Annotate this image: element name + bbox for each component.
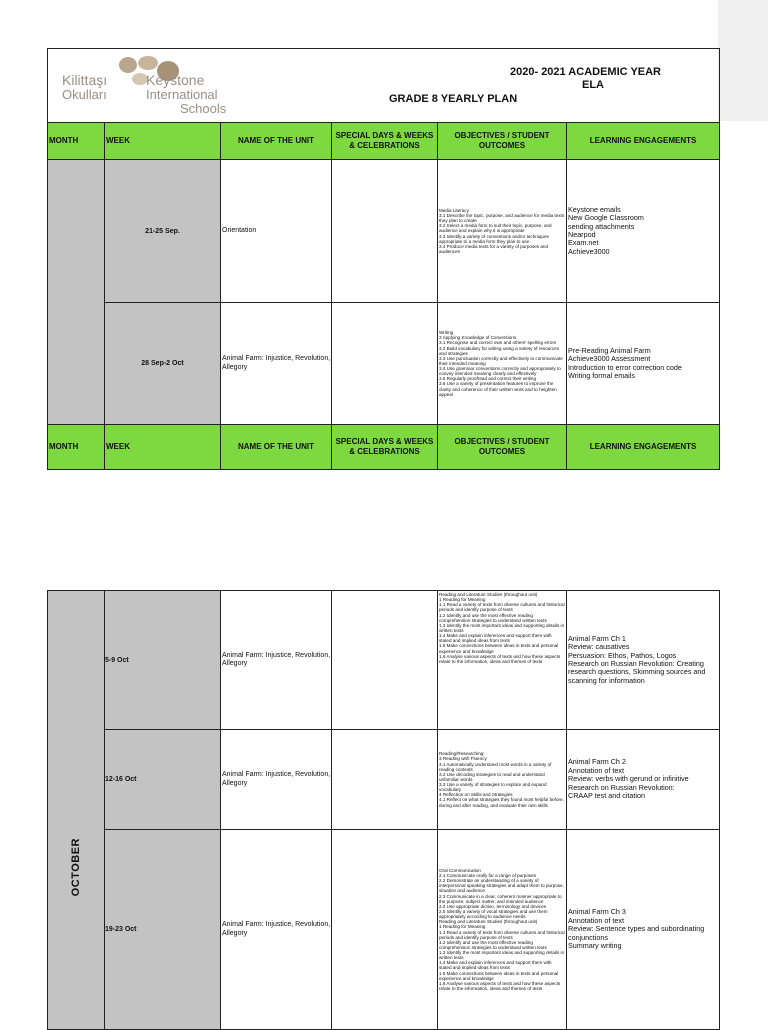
- unit-cell: Animal Farm: Injustice, Revolution, Allegory: [221, 730, 332, 830]
- col-month: MONTH: [48, 123, 105, 160]
- unit-cell: Animal Farm: Injustice, Revolution, Allegory: [221, 303, 332, 425]
- col-objectives: OBJECTIVES / STUDENT OUTCOMES: [438, 123, 567, 160]
- col-engagements: LEARNING ENGAGEMENTS: [567, 123, 720, 160]
- special-cell: [332, 160, 438, 303]
- objectives-cell: Writing 3 Applying Knowledge of Conventions 3.1 Recognise and correct own and others' spelling errors 3.2 Build vocabulary for writing using a variety of resources and strategies 3.3 Use punctuation correctly and effectively to communicate their intended meaning 3.4 Use grammar conventions correctly and appropriately to convey intended meaning clearly and effectively 3.5 Regularly proofread and correct their writing 3.6 Use a variety of presentation features to improve the clarity and coherence of their written work and to heighten appeal: [438, 303, 567, 425]
- special-cell: [332, 591, 438, 730]
- col-objectives: OBJECTIVES / STUDENT OUTCOMES: [438, 425, 567, 470]
- special-cell: [332, 830, 438, 1030]
- table-row: [48, 303, 720, 425]
- yearly-plan-table-page1: [47, 48, 720, 470]
- objectives-cell: Reading and Literature Studies (throughout unit) 1 Reading for Meaning 1.1 Read a variety of texts from diverse cultures and historical periods and identify purpose of texts 1.2 Identify and use the most effective reading comprehension strategies to understand written texts 1.3 Identify the most important ideas and supporting details in written texts 1.4 Make and explain inferences and support them with stated and implied ideas from texts 1.5 Make connections between ideas in texts and personal experience and knowledge 1.6 Analyse various aspects of texts and how these aspects relate to the information, ideas and themes of texts: [438, 591, 567, 730]
- special-cell: [332, 303, 438, 425]
- plan-title: GRADE 8 YEARLY PLAN: [389, 93, 518, 105]
- logo-text-okullari: Okulları: [62, 87, 107, 102]
- logo-text-international: International: [146, 87, 218, 102]
- engagements-cell: Pre-Reading Animal Farm Achieve3000 Assessment Introduction to error correction code Writing formal emails: [567, 303, 720, 425]
- col-week: WEEK: [105, 123, 221, 160]
- column-header-row: [48, 425, 720, 470]
- col-engagements: LEARNING ENGAGEMENTS: [567, 425, 720, 470]
- month-label: OCTOBER: [70, 838, 82, 897]
- unit-cell: Orientation: [221, 160, 332, 303]
- logo-text-schools: Schools: [180, 101, 227, 116]
- table-row: [48, 730, 720, 830]
- page-edge-strip: [718, 0, 768, 121]
- title-header: [48, 49, 720, 123]
- engagements-cell: Animal Farm Ch 1 Review: causatives Persuasion: Ethos, Pathos, Logos Research on Russian Revolution: Creating research questions, Skimming sources and scanning for information: [567, 591, 720, 730]
- academic-year: 2020- 2021 ACADEMIC YEAR: [510, 66, 662, 78]
- column-header-row: [48, 123, 720, 160]
- table-row: [48, 830, 720, 1030]
- col-week: WEEK: [105, 425, 221, 470]
- week-cell: 19-23 Oct: [105, 830, 221, 1030]
- engagements-cell: Animal Farm Ch 3 Annotation of text Review: Sentence types and subordinating conjunctions Summary writing: [567, 830, 720, 1030]
- col-unit: NAME OF THE UNIT: [221, 123, 332, 160]
- month-cell: [48, 591, 105, 1030]
- objectives-cell: Media Literacy 3.1 Describe the topic, purpose, and audience for media texts they plan to create 3.2 Select a media form to suit their topic, purpose, and audience and explain why it is appropriate 3.3 Identify a variety of conventions and/or techniques appropriate to a media form they plan to use 3.4 Produce media texts for a variety of purposes and audiences: [438, 160, 567, 303]
- col-special: SPECIAL DAYS & WEEKS & CELEBRATIONS: [332, 123, 438, 160]
- week-cell: 21-25 Sep.: [105, 160, 221, 303]
- week-cell: 12-16 Oct: [105, 730, 221, 830]
- logo-text-kilittasi: Kilittaşı: [62, 72, 108, 88]
- special-cell: [332, 730, 438, 830]
- objectives-cell: Oral Communication 2.1 Communicate orally for a range of purposes 2.2 Demonstrate an understanding of a variety of interpersonal speaking strategies and adapt them to purpose, situation and audience 2.3 Communicate in a clear, coherent manner appropriate to the purpose, subject matter, and intended audience 2.4 Use appropriate diction, terminology and devices 2.5 Identify a variety of vocal strategies and use them appropriately according to audience needs Reading and Literature Studies (throughout unit) 1 Reading for Meaning 1.1 Read a variety of texts from diverse cultures and historical periods and identify purpose of texts 1.2 Identify and use the most effective reading comprehension strategies to understand written texts 1.3 Identify the most important ideas and supporting details in written texts 1.4 Make and explain inferences and support them with stated and implied ideas from texts 1.5 Make connections between ideas in texts and personal experience and knowledge 1.6 Analyse various aspects of texts and how these aspects relate to the information, ideas and themes of texts: [438, 830, 567, 1030]
- col-special: SPECIAL DAYS & WEEKS & CELEBRATIONS: [332, 425, 438, 470]
- week-cell: 28 Sep-2 Oct: [105, 303, 221, 425]
- engagements-cell: Animal Farm Ch 2 Annotation of text Review: verbs with gerund or infinitive Research on Russian Revolution: CRAAP test and citation: [567, 730, 720, 830]
- week-cell: 5-9 Oct: [105, 591, 221, 730]
- objectives-cell: Reading/Researching: 3 Reading with Fluency 3.1 Automatically understand most words in a variety of reading contexts 3.2 Use decoding strategies to read and understand unfamiliar words 3.3 Use a variety of strategies to explore and expand vocabulary 4 Reflection on Skills and Strategies 4.1 Reflect on what strategies they found most helpful before, during and after reading, and evaluate their own skills: [438, 730, 567, 830]
- table-row: [48, 591, 720, 730]
- subject-title: ELA: [582, 79, 604, 91]
- table-row: [48, 160, 720, 303]
- col-unit: NAME OF THE UNIT: [221, 425, 332, 470]
- unit-cell: Animal Farm: Injustice, Revolution, Allegory: [221, 591, 332, 730]
- yearly-plan-table-page2: [47, 590, 720, 1030]
- engagements-cell: Keystone emails New Google Classroom sending attachments Nearpod Exam.net Achieve3000: [567, 160, 720, 303]
- logo-text-keystone: Keystone: [146, 72, 205, 88]
- unit-cell: Animal Farm: Injustice, Revolution, Allegory: [221, 830, 332, 1030]
- col-month: MONTH: [48, 425, 105, 470]
- month-cell: [48, 160, 105, 425]
